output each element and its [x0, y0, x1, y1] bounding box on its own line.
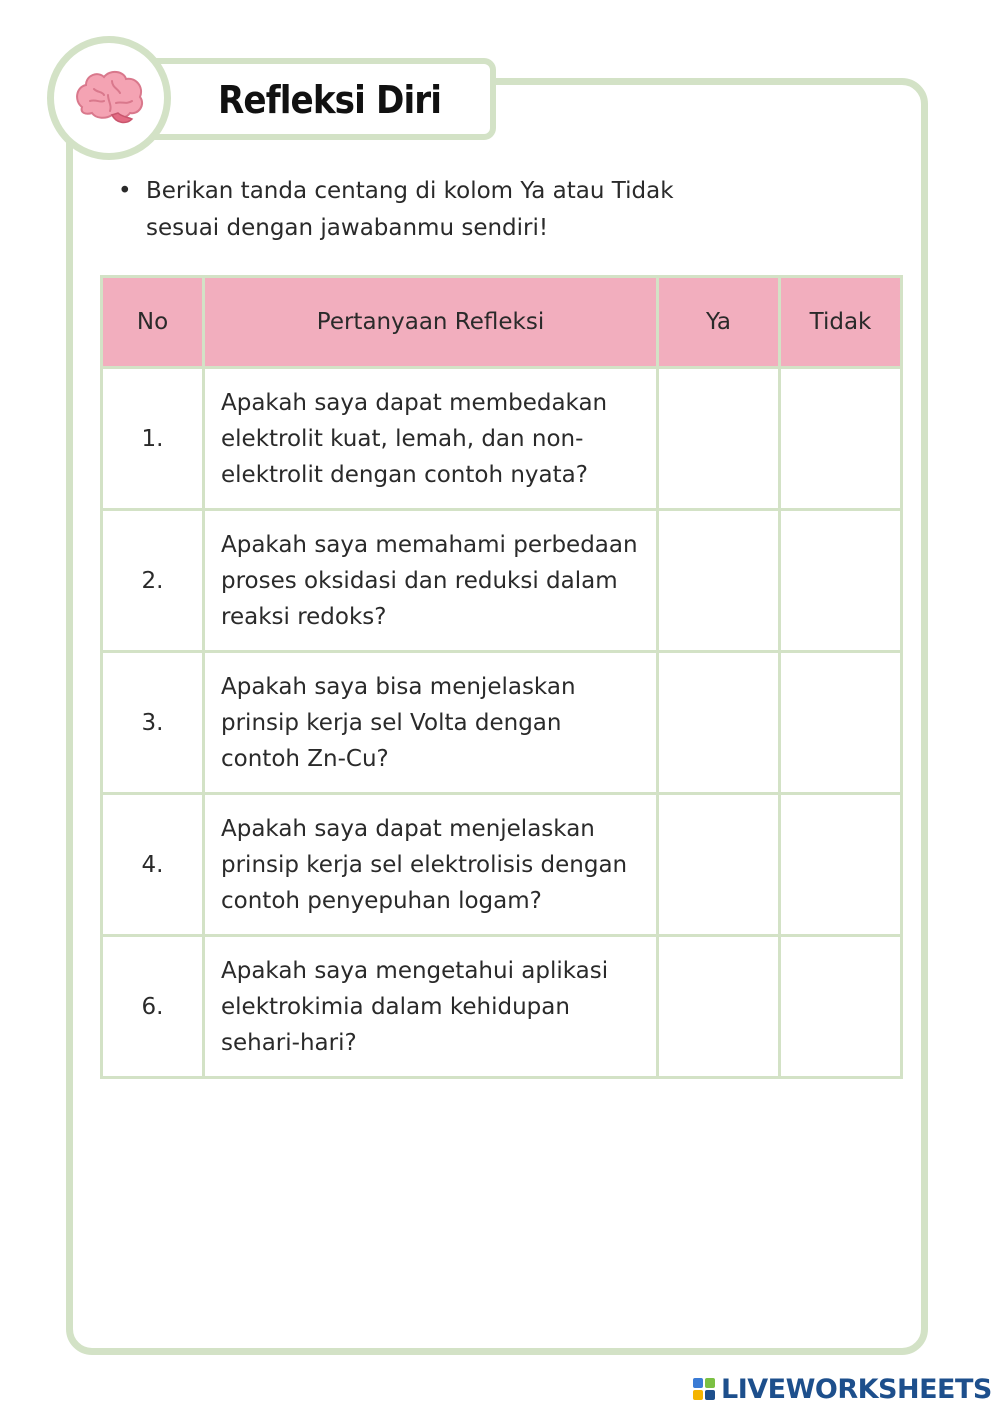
- icon-badge: [47, 36, 171, 160]
- table-row: [102, 368, 902, 510]
- row-number: 6.: [102, 936, 204, 1078]
- row-question: Apakah saya dapat membedakan elektrolit kuat, lemah, dan non-elektrolit dengan contoh nyata?: [204, 368, 658, 510]
- ya-checkbox-cell[interactable]: [658, 510, 780, 652]
- table-row: [102, 936, 902, 1078]
- tidak-checkbox-cell[interactable]: [780, 794, 902, 936]
- header-no: No: [102, 277, 204, 368]
- table-row: [102, 652, 902, 794]
- row-question: Apakah saya memahami perbedaan proses oksidasi dan reduksi dalam reaksi redoks?: [204, 510, 658, 652]
- tidak-checkbox-cell[interactable]: [780, 510, 902, 652]
- row-number: 2.: [102, 510, 204, 652]
- table-row: [102, 510, 902, 652]
- row-question: Apakah saya bisa menjelaskan prinsip kerja sel Volta dengan contoh Zn-Cu?: [204, 652, 658, 794]
- table-row: [102, 794, 902, 936]
- liveworksheets-brand: LIVEWORKSHEETS: [721, 1373, 992, 1405]
- header-tidak: Tidak: [780, 277, 902, 368]
- table-header-row: [102, 277, 902, 368]
- tidak-checkbox-cell[interactable]: [780, 368, 902, 510]
- row-number: 1.: [102, 368, 204, 510]
- brain-icon: [72, 67, 148, 131]
- tidak-checkbox-cell[interactable]: [780, 652, 902, 794]
- tidak-checkbox-cell[interactable]: [780, 936, 902, 1078]
- ya-checkbox-cell[interactable]: [658, 794, 780, 936]
- row-number: 4.: [102, 794, 204, 936]
- reflection-table: [100, 275, 903, 1079]
- row-question: Apakah saya mengetahui aplikasi elektrokimia dalam kehidupan sehari-hari?: [204, 936, 658, 1078]
- row-question: Apakah saya dapat menjelaskan prinsip kerja sel elektrolisis dengan contoh penyepuhan logam?: [204, 794, 658, 936]
- ya-checkbox-cell[interactable]: [658, 652, 780, 794]
- page-title: Refleksi Diri: [218, 78, 442, 122]
- liveworksheets-logo[interactable]: [693, 1372, 992, 1406]
- instruction-text: Berikan tanda centang di kolom Ya atau Tidak sesuai dengan jawabanmu sendiri!: [146, 178, 674, 241]
- bullet: •: [118, 178, 132, 204]
- header-question: Pertanyaan Refleksi: [204, 277, 658, 368]
- ya-checkbox-cell[interactable]: [658, 936, 780, 1078]
- header-ya: Ya: [658, 277, 780, 368]
- row-number: 3.: [102, 652, 204, 794]
- liveworksheets-logo-icon: [693, 1378, 715, 1400]
- ya-checkbox-cell[interactable]: [658, 368, 780, 510]
- instruction: [118, 173, 738, 247]
